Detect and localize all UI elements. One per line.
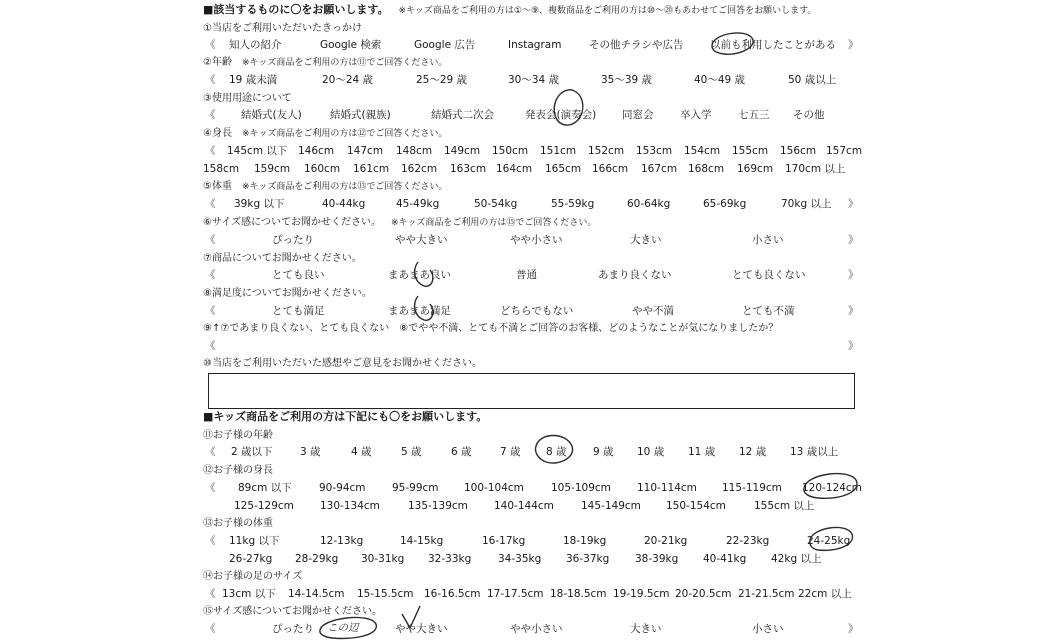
q4-option[interactable]: 164cm — [496, 163, 533, 175]
q3-option[interactable]: 結婚式二次会 — [431, 109, 494, 121]
q12-option[interactable]: 155cm 以上 — [754, 500, 815, 512]
q11-option[interactable]: 13 歳以上 — [790, 446, 839, 458]
q2-option[interactable]: 19 歳未満 — [229, 74, 278, 86]
q5-option[interactable]: 65-69kg — [703, 198, 747, 210]
q1-option[interactable]: Instagram — [508, 39, 562, 51]
q6-option[interactable]: やや大きい — [395, 234, 448, 246]
q11-option[interactable]: 10 歳 — [637, 446, 665, 458]
q12-open-bracket: 《 — [205, 482, 216, 494]
q12-option[interactable]: 90-94cm — [319, 482, 366, 494]
q12-label: ⑫お子様の身長 — [203, 465, 273, 476]
q3-label: ③使用用途について — [203, 93, 292, 104]
q8-label: ⑧満足度についてお聞かせください。 — [203, 288, 372, 299]
q12-option[interactable]: 145-149cm — [581, 500, 641, 512]
q7-label: ⑦商品についてお聞かせください。 — [203, 253, 362, 264]
q12-option[interactable]: 125-129cm — [234, 500, 294, 512]
q12-option[interactable]: 135-139cm — [408, 500, 468, 512]
q14-open-bracket: 《 — [205, 588, 216, 600]
q5-option[interactable]: 55-59kg — [551, 198, 595, 210]
q12-option[interactable]: 140-144cm — [494, 500, 554, 512]
q13-option[interactable]: 42kg 以上 — [771, 553, 822, 565]
q4-option[interactable]: 161cm — [353, 163, 390, 175]
q11-option[interactable]: 5 歳 — [401, 446, 422, 458]
q8-close-bracket: 》 — [848, 305, 859, 317]
q3-option[interactable]: 七五三 — [738, 109, 770, 121]
q14-option[interactable]: 21-21.5cm — [738, 588, 795, 600]
q15-label: ⑮サイズ感についてお聞かせください。 — [203, 606, 382, 617]
q5-close-bracket: 》 — [848, 198, 859, 210]
q8-open-bracket: 《 — [205, 305, 216, 317]
q4-option[interactable]: 152cm — [588, 145, 625, 157]
q13-option[interactable]: 11kg 以下 — [229, 535, 280, 547]
q7-option[interactable]: 普通 — [516, 269, 537, 281]
q3-option-selected[interactable]: 発表会(演奏会) — [525, 109, 597, 121]
handwritten-note: この辺 — [327, 622, 359, 634]
q15-option[interactable]: やや小さい — [510, 623, 563, 635]
q14-option[interactable]: 16-16.5cm — [424, 588, 481, 600]
q14-option[interactable]: 18-18.5cm — [550, 588, 607, 600]
q4-option[interactable]: 165cm — [545, 163, 582, 175]
q7-option[interactable]: とても良くない — [732, 269, 806, 281]
q4-option[interactable]: 155cm — [732, 145, 769, 157]
q12-option[interactable]: 105-109cm — [551, 482, 611, 494]
section2-header: ■キッズ商品をご利用の方は下記にも〇をお願いします。 — [203, 410, 488, 423]
q4-title: ④身長 — [203, 128, 232, 139]
q11-option[interactable]: 11 歳 — [688, 446, 716, 458]
q14-option[interactable]: 17-17.5cm — [487, 588, 544, 600]
q9-close-bracket: 》 — [848, 340, 859, 352]
q5-option[interactable]: 40-44kg — [322, 198, 366, 210]
q4-option[interactable]: 170cm 以上 — [785, 163, 846, 175]
q3-option[interactable]: 同窓会 — [622, 109, 654, 121]
q4-option[interactable]: 146cm — [298, 145, 335, 157]
q3-option[interactable]: その他 — [793, 109, 825, 121]
q1-option[interactable]: その他チラシや広告 — [589, 39, 684, 51]
q9-open-bracket: 《 — [205, 340, 216, 352]
q8-option[interactable]: どちらでもない — [500, 305, 574, 317]
q4-note: ※キッズ商品をご利用の方は⑫でご回答ください。 — [241, 129, 448, 139]
q5-option[interactable]: 45-49kg — [396, 198, 440, 210]
q15-option-selected[interactable]: やや大きい — [395, 623, 448, 635]
q13-option[interactable]: 30-31kg — [361, 553, 405, 565]
q4-option[interactable]: 149cm — [444, 145, 481, 157]
q4-option[interactable]: 147cm — [347, 145, 384, 157]
q13-option[interactable]: 22-23kg — [726, 535, 770, 547]
q8-option[interactable]: とても満足 — [272, 305, 325, 317]
q6-label — [203, 216, 596, 230]
q13-option[interactable]: 18-19kg — [563, 535, 607, 547]
q5-open-bracket: 《 — [205, 198, 216, 210]
q1-option[interactable]: Google 広告 — [414, 39, 476, 51]
q4-label — [203, 127, 447, 141]
q5-option[interactable]: 70kg 以上 — [781, 198, 832, 210]
q11-option[interactable]: 9 歳 — [593, 446, 614, 458]
q14-option[interactable]: 14-14.5cm — [288, 588, 345, 600]
q8-option[interactable]: とても不満 — [742, 305, 795, 317]
q13-option[interactable]: 28-29kg — [295, 553, 339, 565]
q4-option[interactable]: 160cm — [304, 163, 341, 175]
q12-option-selected[interactable]: 120-124cm — [802, 482, 862, 494]
q7-option[interactable]: とても良い — [272, 269, 325, 281]
q13-option-selected[interactable]: 24-25kg — [807, 535, 851, 547]
q13-option[interactable]: 36-37kg — [566, 553, 610, 565]
q5-option[interactable]: 60-64kg — [627, 198, 671, 210]
q2-option[interactable]: 50 歳以上 — [788, 74, 837, 86]
q1-close-bracket: 》 — [848, 39, 859, 51]
q3-option[interactable]: 結婚式(友人) — [241, 109, 302, 121]
q2-option[interactable]: 30～34 歳 — [508, 74, 560, 86]
q4-open-bracket: 《 — [205, 145, 216, 157]
q11-option[interactable]: 7 歳 — [500, 446, 521, 458]
q11-option[interactable]: 6 歳 — [451, 446, 472, 458]
q12-option[interactable]: 95-99cm — [392, 482, 439, 494]
q5-label — [203, 180, 447, 194]
q4-option[interactable]: 145cm 以下 — [227, 145, 288, 157]
q13-option[interactable]: 26-27kg — [229, 553, 273, 565]
q13-option[interactable]: 34-35kg — [498, 553, 542, 565]
q14-option[interactable]: 22cm 以上 — [798, 588, 852, 600]
q4-option[interactable]: 159cm — [254, 163, 291, 175]
q1-open-bracket: 《 — [205, 39, 216, 51]
q1-option-selected[interactable]: 以前も利用したことがある — [710, 39, 836, 51]
q11-option[interactable]: 3 歳 — [300, 446, 321, 458]
section1-header — [203, 3, 816, 18]
q12-option[interactable]: 115-119cm — [722, 482, 782, 494]
q6-close-bracket: 》 — [848, 234, 859, 246]
q4-option[interactable]: 148cm — [396, 145, 433, 157]
q3-open-bracket: 《 — [205, 109, 216, 121]
q8-option-selected[interactable]: まあまあ満足 — [388, 305, 451, 317]
q15-option[interactable]: 大きい — [630, 623, 662, 635]
q4-option[interactable]: 166cm — [592, 163, 629, 175]
q4-option[interactable]: 163cm — [450, 163, 487, 175]
q4-option[interactable]: 151cm — [540, 145, 577, 157]
section1-title: ■該当するものに〇をお願いします。 — [203, 3, 389, 16]
q1-label: ①当店をご利用いただいたきっかけ — [203, 23, 362, 34]
q10-comment-box[interactable] — [208, 373, 855, 409]
q6-open-bracket: 《 — [205, 234, 216, 246]
q7-open-bracket: 《 — [205, 269, 216, 281]
q14-option[interactable]: 13cm 以下 — [222, 588, 276, 600]
q12-option[interactable]: 130-134cm — [320, 500, 380, 512]
q12-option[interactable]: 89cm 以下 — [238, 482, 292, 494]
q4-option[interactable]: 150cm — [492, 145, 529, 157]
q13-option[interactable]: 20-21kg — [644, 535, 688, 547]
q4-option[interactable]: 167cm — [641, 163, 678, 175]
q2-option[interactable]: 40～49 歳 — [694, 74, 746, 86]
q13-option[interactable]: 16-17kg — [482, 535, 526, 547]
q6-option[interactable]: ぴったり — [272, 234, 314, 246]
q13-option[interactable]: 38-39kg — [635, 553, 679, 565]
q4-option[interactable]: 157cm — [826, 145, 863, 157]
q7-close-bracket: 》 — [848, 269, 859, 281]
section1-note: ※キッズ商品をご利用の方は①～⑨、複数商品をご利用の方は⑩～⑳もあわせてご回答をお願いします。 — [398, 6, 817, 16]
q12-option[interactable]: 110-114cm — [637, 482, 697, 494]
q5-title: ⑤体重 — [203, 181, 232, 192]
q14-option[interactable]: 15-15.5cm — [357, 588, 414, 600]
q8-option[interactable]: やや不満 — [632, 305, 674, 317]
q5-option[interactable]: 50-54kg — [474, 198, 518, 210]
q4-option[interactable]: 153cm — [636, 145, 673, 157]
q14-option[interactable]: 20-20.5cm — [675, 588, 732, 600]
q15-close-bracket: 》 — [848, 623, 859, 635]
q14-option[interactable]: 19-19.5cm — [613, 588, 670, 600]
q4-option[interactable]: 156cm — [780, 145, 817, 157]
q13-open-bracket: 《 — [205, 535, 216, 547]
q6-option[interactable]: やや小さい — [510, 234, 563, 246]
q11-option-selected[interactable]: 8 歳 — [546, 446, 567, 458]
q11-open-bracket: 《 — [205, 446, 216, 458]
q10-label: ⑩当店をご利用いただいた感想やご意見をお聞かせください。 — [203, 358, 482, 369]
q15-open-bracket: 《 — [205, 623, 216, 635]
q13-option[interactable]: 14-15kg — [400, 535, 444, 547]
q15-option[interactable]: ぴったり — [272, 623, 314, 635]
q12-option[interactable]: 150-154cm — [666, 500, 726, 512]
q7-option[interactable]: あまり良くない — [598, 269, 672, 281]
q6-option[interactable]: 大きい — [630, 234, 662, 246]
q11-option[interactable]: 12 歳 — [739, 446, 767, 458]
q6-note: ※キッズ商品をご利用の方は⑮でご回答ください。 — [390, 218, 597, 228]
q4-option[interactable]: 168cm — [688, 163, 725, 175]
q9-label: ⑨↑⑦であまり良くない、とても良くない ⑧でやや不満、とても不満とご回答のお客様、どのようなことが気になりましたか？ — [203, 323, 779, 334]
q13-option[interactable]: 32-33kg — [428, 553, 472, 565]
q4-option[interactable]: 154cm — [684, 145, 721, 157]
q7-option-selected[interactable]: まあまあ良い — [388, 269, 451, 281]
q13-label: ⑬お子様の体重 — [203, 518, 273, 529]
q11-option[interactable]: 2 歳以下 — [231, 446, 273, 458]
q13-option[interactable]: 12-13kg — [320, 535, 364, 547]
q3-option[interactable]: 結婚式(親族) — [330, 109, 391, 121]
q15-option[interactable]: 小さい — [752, 623, 784, 635]
q2-open-bracket: 《 — [205, 74, 216, 86]
q11-option[interactable]: 4 歳 — [351, 446, 372, 458]
q13-option[interactable]: 40-41kg — [703, 553, 747, 565]
q2-option[interactable]: 35～39 歳 — [601, 74, 653, 86]
q4-option[interactable]: 162cm — [401, 163, 438, 175]
q3-option[interactable]: 卒入学 — [680, 109, 712, 121]
q2-label — [203, 56, 447, 70]
q2-title: ②年齢 — [203, 57, 232, 68]
q6-title: ⑥サイズ感についてお聞かせください。 — [203, 217, 381, 228]
q5-note: ※キッズ商品をご利用の方は⑬でご回答ください。 — [241, 182, 448, 192]
q5-option[interactable]: 39kg 以下 — [234, 198, 285, 210]
q1-option[interactable]: Google 検索 — [320, 39, 382, 51]
q11-label: ⑪お子様の年齢 — [203, 430, 273, 441]
q4-option[interactable]: 158cm — [203, 163, 240, 175]
q2-note: ※キッズ商品をご利用の方は⑪でご回答ください。 — [241, 58, 448, 68]
q14-label: ⑭お子様の足のサイズ — [203, 571, 303, 582]
q1-option[interactable]: 知人の紹介 — [229, 39, 282, 51]
q2-option[interactable]: 20～24 歳 — [322, 74, 374, 86]
q4-option[interactable]: 169cm — [737, 163, 774, 175]
q6-option[interactable]: 小さい — [752, 234, 784, 246]
q2-option[interactable]: 25～29 歳 — [416, 74, 468, 86]
q12-option[interactable]: 100-104cm — [464, 482, 524, 494]
